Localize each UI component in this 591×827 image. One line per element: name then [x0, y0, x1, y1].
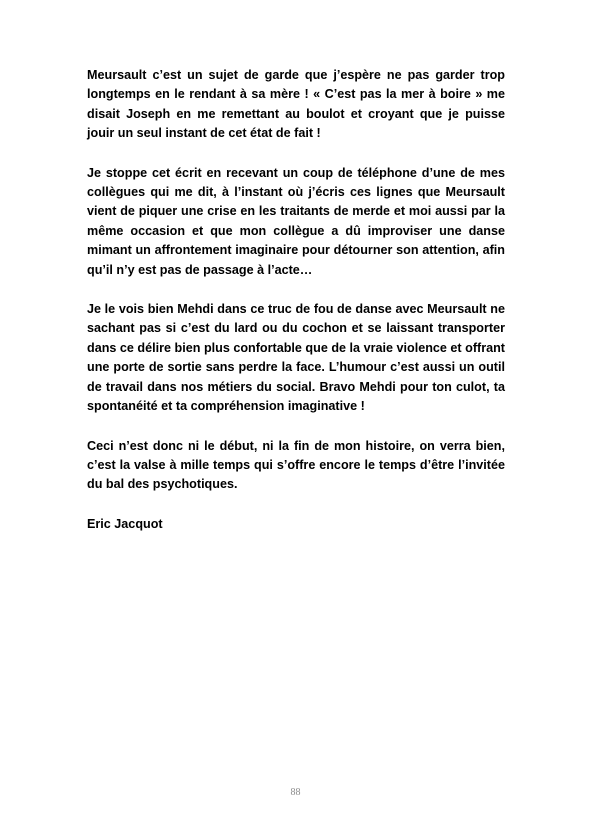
author-signature: Eric Jacquot	[87, 516, 163, 531]
body-text	[87, 66, 505, 534]
page-number: 88	[290, 787, 301, 798]
paragraph-4: Ceci n’est donc ni le début, ni la fin de mon histoire, on verra bien, c’est la valse à mille temps qui s’offre encore le temps d’être l’invitée du bal des psychotiques.	[87, 438, 505, 492]
paragraph-1: Meursault c’est un sujet de garde que j’espère ne pas garder trop longtemps en le rendant à sa mère ! « C’est pas la mer à boire » me disait Joseph en me remettant au boulot et croyant que je puisse jouir un seul instant de cet état de fait !	[87, 68, 505, 141]
paragraph-2: Je stoppe cet écrit en recevant un coup de téléphone d’une de mes collègues qui me dit, à l’instant où j’écris ces lignes que Meursault vient de piquer une crise en les traitants de merde et moi aussi par la même occasion et que mon collègue a dû improviser une danse mimant un affrontement imaginaire pour détourner son attention, afin qu’il n’y est pas de passage à l’acte…	[87, 165, 505, 277]
paragraph-3: Je le vois bien Mehdi dans ce truc de fou de danse avec Meursault ne sachant pas si c’est du lard ou du cochon et se laissant transporter dans ce délire bien plus confortable que de la vraie violence et offrant une porte de sortie sans perdre la face. L’humour c’est aussi un outil de travail dans nos métiers du social. Bravo Mehdi pour ton culot, ta spontanéité et ta compréhension imaginative !	[87, 302, 505, 414]
